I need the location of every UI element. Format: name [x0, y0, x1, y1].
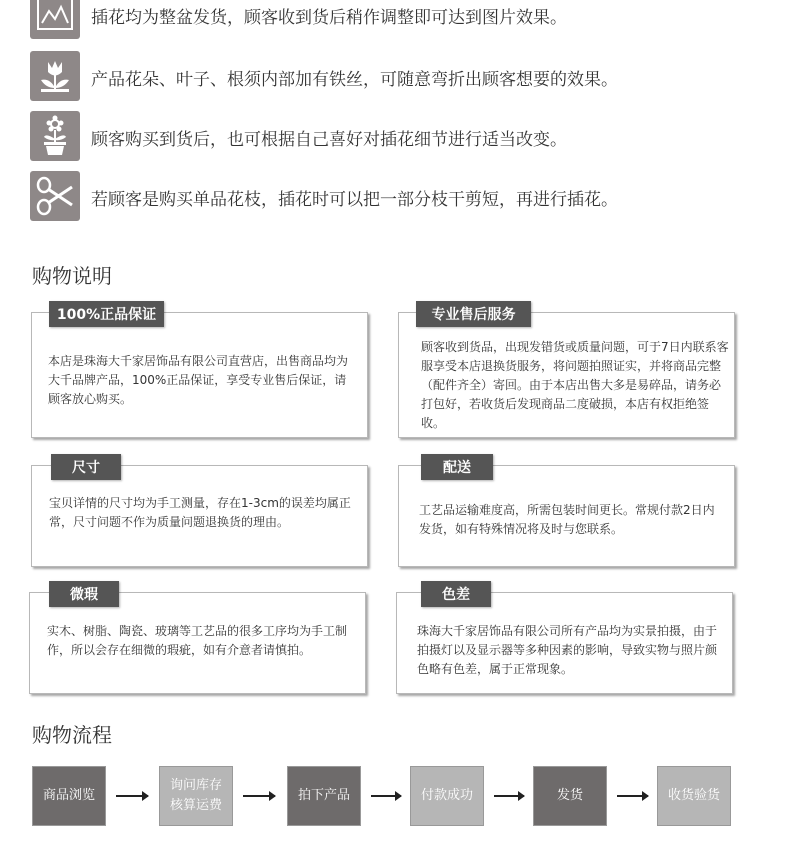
- note-box-body: 顾客收到货品，出现发错货或质量问题，可于7日内联系客服享受本店退换货服务，将问题拍照证实，并将商品完整（配件齐全）寄回。由于本店出售大多是易碎品，请务必打包好，若收货后发现商品二度破损，本店有权拒绝签收。: [421, 340, 729, 430]
- arrow-right-icon: [371, 795, 401, 797]
- note-box-body: 宝贝详情的尺寸均为手工测量，存在1-3cm的误差均属正常，尺寸问题不作为质量问题退换货的理由。: [49, 496, 351, 529]
- tip-item: [30, 0, 770, 39]
- note-box-genuine: [31, 307, 368, 438]
- flow-step-browse: 商品浏览: [32, 766, 106, 826]
- note-box-heading: 色差: [421, 581, 491, 607]
- tip-item: [30, 51, 770, 101]
- note-box-heading: 100%正品保证: [49, 301, 164, 327]
- note-box-body: 本店是珠海大千家居饰品有限公司直营店，出售商品均为大千品牌产品，100%正品保证，享受专业售后保证，请顾客放心购买。: [48, 354, 349, 406]
- note-box-aftersales: [398, 307, 735, 438]
- flow-step-inquire: 询问库存核算运费: [159, 766, 233, 826]
- flow-step-ship: 发货: [533, 766, 607, 826]
- note-box-heading: 配送: [421, 454, 493, 480]
- tip-text: 顾客购买到货后，也可根据自己喜好对插花细节进行适当改变。: [91, 130, 567, 150]
- arrow-right-icon: [617, 795, 648, 797]
- section-title-shopping-flow: 购物流程: [32, 723, 112, 747]
- arrow-right-icon: [243, 795, 275, 797]
- potted-flower-icon: [30, 111, 80, 161]
- tip-text: 插花均为整盆发货，顾客收到货后稍作调整即可达到图片效果。: [91, 8, 567, 28]
- arrow-right-icon: [494, 795, 524, 797]
- note-box-color-difference: [396, 587, 733, 694]
- flow-step-receive: 收货验货: [657, 766, 731, 826]
- tip-text: 若顾客是购买单品花枝，插花时可以把一部分枝干剪短，再进行插花。: [91, 190, 618, 210]
- note-box-delivery: [398, 460, 735, 567]
- note-box-heading: 微瑕: [49, 581, 119, 607]
- arrow-right-icon: [116, 795, 148, 797]
- note-box-size: [31, 460, 368, 567]
- scissors-icon: [30, 171, 80, 221]
- note-box-defect: [29, 587, 366, 694]
- note-box-heading: 尺寸: [51, 454, 121, 480]
- note-box-body: 工艺品运输难度高，所需包装时间更长。常规付款2日内发货，如有特殊情况将及时与您联系。: [419, 503, 715, 536]
- note-box-body: 珠海大千家居饰品有限公司所有产品均为实景拍摄，由于拍摄灯以及显示器等多种因素的影响，导致实物与照片颜色略有色差，属于正常现象。: [417, 624, 718, 676]
- note-box-heading: 专业售后服务: [416, 301, 531, 327]
- section-title-shopping-notes: 购物说明: [32, 264, 112, 288]
- note-box-body: 实木、树脂、陶瓷、玻璃等工艺品的很多工序均为手工制作，所以会存在细微的瑕疵，如有介意者请慎拍。: [47, 624, 348, 657]
- flow-step-order: 拍下产品: [287, 766, 361, 826]
- tip-item: [30, 171, 770, 221]
- tip-item: [30, 111, 770, 161]
- tulip-icon: [30, 51, 80, 101]
- tip-text: 产品花朵、叶子、根须内部加有铁丝，可随意弯折出顾客想要的效果。: [91, 70, 618, 90]
- flow-step-payment: 付款成功: [410, 766, 484, 826]
- picture-icon: [30, 0, 80, 39]
